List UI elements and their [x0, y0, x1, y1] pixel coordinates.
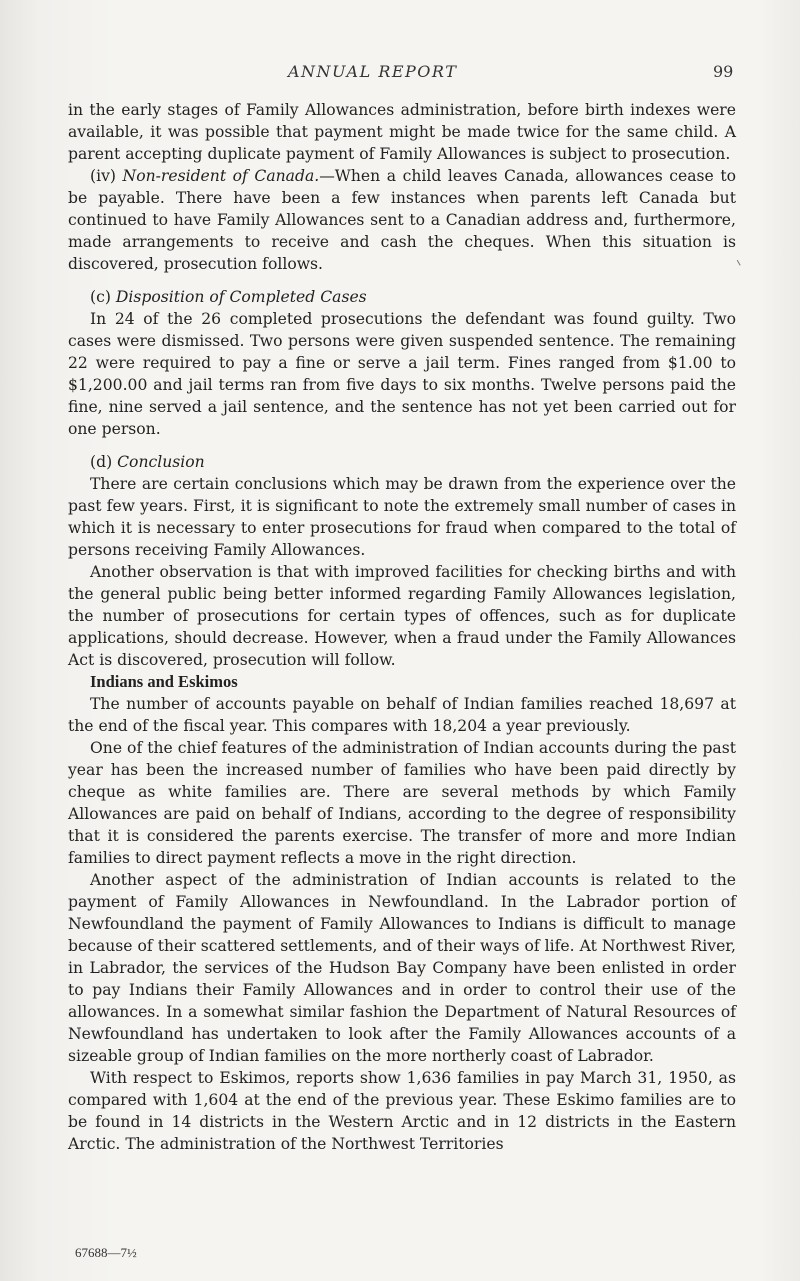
- page-header: [0, 62, 800, 84]
- section-d-number: (d): [90, 453, 113, 471]
- section-c-number: (c): [90, 288, 111, 306]
- paragraph-eskimos: With respect to Eskimos, reports show 1,636 families in pay March 31, 1950, as compared with 1,604 at the end of the previous year. These Eskimo families are to be found in 14 districts in the Western Arctic and in 12 districts in the Eastern Arctic. The administration of the Northwest Territories: [68, 1069, 736, 1153]
- section-heading-c: [68, 286, 736, 308]
- paragraph-indians-2: One of the chief features of the administration of Indian accounts during the past year has been the increased number of families who have been paid directly by cheque as white families are. There are several methods by which Family Allowances are paid on behalf of Indians, according to the degree of responsibility that it is considered the parents exercise. The transfer of more and more Indian families to direct payment reflects a move in the right direction.: [68, 739, 736, 867]
- paragraph-indians-1: The number of accounts payable on behalf of Indian families reached 18,697 at the end of the fiscal year. This compares with 18,204 a year previously.: [68, 695, 736, 735]
- printer-code: 67688—7½: [75, 1245, 137, 1260]
- paragraph-disposition: In 24 of the 26 completed prosecutions the defendant was found guilty. Two cases were dismissed. Two persons were given suspended sentence. The remaining 22 were required to pay a fine or serve a jail term. Fines ranged from $1.00 to $1,200.00 and jail terms ran from five days to six months. Twelve persons paid the fine, nine served a jail sentence, and the sentence has not yet been carried out for one person.: [68, 310, 736, 438]
- paragraph-non-resident: [68, 165, 736, 275]
- paragraph-conclusion-1: There are certain conclusions which may be drawn from the experience over the past few years. First, it is significant to note the extremely small number of cases in which it is necessary to enter prosecutions for fraud when compared to the total of persons receiving Family Allowances.: [68, 475, 736, 559]
- section-heading-d: [68, 451, 736, 473]
- running-title: ANNUAL REPORT: [288, 62, 458, 81]
- non-resident-label: (iv): [90, 167, 123, 185]
- margin-mark: [737, 258, 743, 265]
- section-d-title: Conclusion: [117, 453, 205, 471]
- paragraph-continuation: in the early stages of Family Allowances administration, before birth indexes were available, it was possible that payment might be made twice for the same child. A parent accepting duplicate payment of Family Allowances is subject to prosecution.: [68, 101, 736, 163]
- paragraph-conclusion-2: Another observation is that with improved facilities for checking births and with the general public being better informed regarding Family Allowances legislation, the number of prosecutions for certain types of offences, such as for duplicate applications, should decrease. However, when a fraud under the Family Allowances Act is discovered, prosecution will follow.: [68, 563, 736, 669]
- body-text: [68, 99, 736, 1155]
- section-heading-indians-eskimos: Indians and Eskimos: [90, 672, 238, 691]
- paragraph-indians-3: Another aspect of the administration of Indian accounts is related to the payment of Family Allowances in Newfoundland. In the Labrador portion of Newfoundland the payment of Family Allowances to Indians is difficult to manage because of their scattered settlements, and of their ways of life. At Northwest River, in Labrador, the services of the Hudson Bay Company have been enlisted in order to pay Indians their Family Allowances and in order to control their use of the allowances. In a somewhat similar fashion the Department of Natural Resources of Newfoundland has undertaken to look after the Family Allowances accounts of a sizeable group of Indian families on the more northerly coast of Labrador.: [68, 871, 736, 1065]
- non-resident-heading: Non-resident of Canada.: [122, 167, 320, 185]
- page-number: 99: [713, 62, 734, 81]
- non-resident-text: —When a child leaves Canada, allowances cease to be payable. There have been a few instances when parents left Canada but continued to have Family Allowances sent to a Canadian address and, furthermore, made arrangements to receive and cash the cheques. When this situation is discovered, prosecution follows.: [68, 167, 736, 273]
- section-c-title: Disposition of Completed Cases: [115, 288, 367, 306]
